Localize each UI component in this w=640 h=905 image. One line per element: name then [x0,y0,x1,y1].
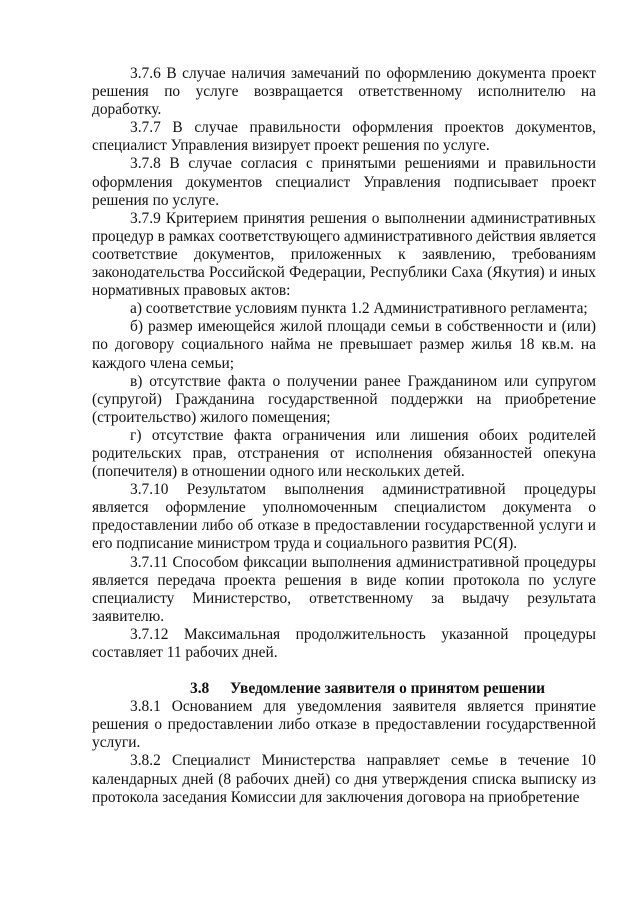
list-item-v: в) отсутствие факта о получении ранее Гражданином или супругом (супругой) Гражданина государственной поддержки на приобретение (строительство) жилого помещения; [92,372,596,426]
paragraph-3-8-1: 3.8.1 Основанием для уведомления заявителя является принятие решения о предоставлении либо отказе в предоставлении государственной услуги. [92,698,596,752]
list-item-b: б) размер имеющейся жилой площади семьи в собственности и (или) по договору социального найма не превышает размер жилья 18 кв.м. на каждого члена семьи; [92,318,596,372]
paragraph-3-7-11: 3.7.11 Способом фиксации выполнения административной процедуры является передача проекта решения в виде копии протокола по услуге специалисту Министерство, ответственному за выдачу результата заявителю. [92,553,596,625]
paragraph-3-7-6: 3.7.6 В случае наличия замечаний по оформлению документа проект решения по услуге возвращается ответственному исполнителю на доработку. [92,65,596,119]
document-page [92,65,596,807]
paragraph-3-7-8: 3.7.8 В случае согласия с принятыми решениями и правильности оформления документов специалист Управления подписывает проект решения по услуге. [92,155,596,209]
list-item-a: а) соответствие условиям пункта 1.2 Административного регламента; [130,300,588,318]
section-number: 3.8 [190,680,210,698]
paragraph-3-7-9: 3.7.9 Критерием принятия решения о выполнении административных процедур в рамках соответствующего административного действия является соответствие документов, приложенных к заявлению, требованиям законодательства Российской Федерации, Республики Саха (Якутия) и иных нормативных правовых актов: [92,209,596,300]
list-item-g: г) отсутствие факта ограничения или лишения обоих родителей родительских прав, отстранения от исполнения обязанностей опекуна (попечителя) в отношении одного или нескольких детей. [92,426,596,481]
paragraph-3-8-2: 3.8.2 Специалист Министерства направляет семье в течение 10 календарных дней (8 рабочих дней) со дня утверждения списка выписку из протокола заседания Комиссии для заключения договора на приобретение [92,752,596,806]
section-heading [92,680,596,698]
section-title: Уведомление заявителя о принятом решении [230,680,546,698]
paragraph-3-7-12: 3.7.12 Максимальная продолжительность указанной процедуры составляет 11 рабочих дней. [92,625,596,661]
paragraph-3-7-7: 3.7.7 В случае правильности оформления проектов документов, специалист Управления визирует проект решения по услуге. [92,119,596,155]
paragraph-3-7-10: 3.7.10 Результатом выполнения административной процедуры является оформление уполномоченным специалистом документа о предоставлении либо об отказе в предоставлении государственной услуги и его подписание министром труда и социального развития РС(Я). [92,481,596,553]
